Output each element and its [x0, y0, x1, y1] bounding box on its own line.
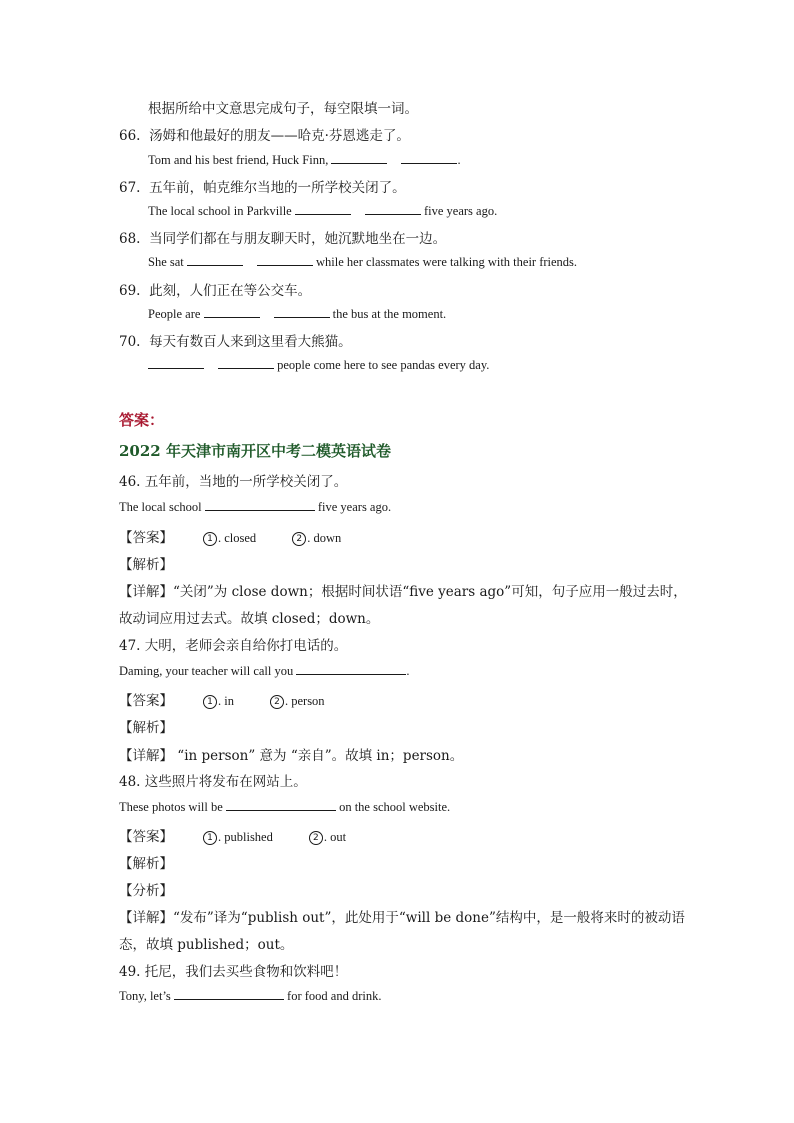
- question-67-en: [148, 202, 497, 219]
- sentence-suffix: while her classmates were talking with their friends.: [316, 255, 578, 269]
- sentence-prefix: She sat: [148, 255, 184, 269]
- question-number: 70.: [119, 334, 141, 350]
- sentence-suffix: five years ago.: [317, 500, 392, 514]
- answer-value: down: [313, 531, 342, 545]
- answer-blank[interactable]: [205, 498, 315, 511]
- sentence-prefix: Tony, let’s: [119, 989, 171, 1003]
- question-chinese: 此刻，人们正在等公交车。: [149, 283, 312, 299]
- answer-46-detail-cont: 故动词应用过去式。故填 closed；down。: [119, 611, 380, 627]
- detail-text: “发布”译为“publish out”，此处用于“will be done”结构中，是一般将来时的被动语: [173, 910, 685, 926]
- answer-47-detail: [119, 744, 463, 764]
- detail-text: “关闭”为 close down；根据时间状语“five years ago”可知，句子应用一般过去时，: [173, 584, 687, 600]
- sentence-suffix: people come here to see pandas every day.: [277, 358, 490, 372]
- answer-46-detail: [119, 580, 687, 600]
- answer-48-detail: [119, 906, 685, 926]
- detail-tag: 【详解】: [119, 584, 173, 600]
- answer-48-en: [119, 798, 450, 815]
- question-chinese: 五年前，帕克维尔当地的一所学校关闭了。: [149, 180, 406, 196]
- answer-46-key: 【答案】 1 . closed 2 . down: [119, 530, 342, 546]
- sentence-suffix: for food and drink.: [287, 989, 382, 1003]
- sentence-suffix: on the school website.: [339, 800, 451, 814]
- question-68-zh: [119, 227, 446, 247]
- circle-number-icon: 2: [292, 532, 306, 546]
- answer-tag: 【答案】: [119, 693, 173, 709]
- fenxi-tag: 【分析】: [119, 883, 173, 899]
- instruction-text: 根据所给中文意思完成句子，每空限填一词。: [148, 101, 418, 117]
- sentence-suffix: .: [406, 664, 410, 678]
- answer-47-en: [119, 662, 410, 679]
- question-number: 49.: [119, 964, 141, 980]
- answer-value: published: [224, 830, 273, 844]
- answer-49-zh: [119, 960, 347, 980]
- answer-49-en: [119, 987, 381, 1004]
- sentence-prefix: Tom and his best friend, Huck Finn,: [148, 153, 329, 167]
- question-69-zh: [119, 279, 311, 299]
- answer-blank[interactable]: [296, 662, 406, 675]
- answer-blank[interactable]: [187, 253, 243, 266]
- analysis-tag: 【解析】: [119, 856, 173, 872]
- answer-blank[interactable]: [257, 253, 313, 266]
- sentence-suffix: .: [457, 153, 461, 167]
- circle-number-icon: 2: [270, 695, 284, 709]
- question-chinese: 汤姆和他最好的朋友——哈克·芬恩逃走了。: [149, 128, 410, 144]
- circle-number-icon: 2: [309, 831, 323, 845]
- answer-47-zh: [119, 634, 347, 654]
- answer-blank[interactable]: [218, 356, 274, 369]
- question-chinese: 这些照片将发布在网站上。: [144, 774, 307, 790]
- analysis-tag: 【解析】: [119, 557, 173, 573]
- answer-value: out: [330, 830, 347, 844]
- question-number: 48.: [119, 774, 141, 790]
- circle-number-icon: 1: [203, 532, 217, 546]
- circle-number-icon: 1: [203, 831, 217, 845]
- question-chinese: 大明，老师会亲自给你打电话的。: [144, 638, 348, 654]
- answer-46-zh: [119, 470, 347, 490]
- answer-blank[interactable]: [365, 202, 421, 215]
- question-chinese: 托尼，我们去买些食物和饮料吧！: [144, 964, 348, 980]
- question-number: 68.: [119, 231, 141, 247]
- question-70-en: [148, 356, 489, 373]
- answer-tag: 【答案】: [119, 530, 173, 546]
- question-number: 67.: [119, 180, 141, 196]
- answer-blank[interactable]: [331, 151, 387, 164]
- answer-blank[interactable]: [148, 356, 204, 369]
- answer-48-key: 【答案】 1 . published 2 . out: [119, 829, 347, 845]
- answer-blank[interactable]: [226, 798, 336, 811]
- question-chinese: 每天有数百人来到这里看大熊猫。: [149, 334, 352, 350]
- answer-46-en: [119, 498, 391, 515]
- question-67-zh: [119, 176, 406, 196]
- sentence-prefix: These photos will be: [119, 800, 223, 814]
- answer-48-detail-cont: 态，故填 published；out。: [119, 937, 294, 953]
- circle-number-icon: 1: [203, 695, 217, 709]
- question-chinese: 五年前，当地的一所学校关闭了。: [144, 474, 348, 490]
- answer-value: in: [224, 694, 234, 708]
- answer-heading: 答案：: [119, 411, 165, 429]
- question-68-en: [148, 253, 577, 270]
- answer-tag: 【答案】: [119, 829, 173, 845]
- question-70-zh: [119, 330, 352, 350]
- sentence-suffix: five years ago.: [423, 204, 498, 218]
- answer-48-zh: [119, 770, 307, 790]
- question-number: 46.: [119, 474, 141, 490]
- question-66-zh: [119, 124, 410, 144]
- question-number: 66.: [119, 128, 141, 144]
- question-number: 47.: [119, 638, 141, 654]
- answer-value: person: [291, 694, 325, 708]
- sentence-prefix: Daming, your teacher will call you: [119, 664, 294, 678]
- answer-blank[interactable]: [174, 987, 284, 1000]
- detail-tag: 【详解】: [119, 910, 173, 926]
- detail-tag: 【详解】: [119, 748, 173, 764]
- section-title: 2022 年天津市南开区中考二模英语试卷: [119, 442, 391, 460]
- answer-blank[interactable]: [295, 202, 351, 215]
- analysis-tag: 【解析】: [119, 720, 173, 736]
- question-66-en: [148, 151, 461, 168]
- answer-blank[interactable]: [274, 305, 330, 318]
- answer-value: closed: [224, 531, 257, 545]
- sentence-prefix: The local school: [119, 500, 202, 514]
- question-69-en: [148, 305, 446, 322]
- sentence-prefix: People are: [148, 307, 201, 321]
- answer-47-key: 【答案】 1 . in 2 . person: [119, 693, 325, 709]
- sentence-prefix: The local school in Parkville: [148, 204, 292, 218]
- answer-blank[interactable]: [401, 151, 457, 164]
- sentence-suffix: the bus at the moment.: [332, 307, 447, 321]
- detail-text: “in person” 意为 “亲自”。故填 in；person。: [173, 748, 464, 764]
- question-chinese: 当同学们都在与朋友聊天时，她沉默地坐在一边。: [149, 231, 447, 247]
- answer-blank[interactable]: [204, 305, 260, 318]
- question-number: 69.: [119, 283, 141, 299]
